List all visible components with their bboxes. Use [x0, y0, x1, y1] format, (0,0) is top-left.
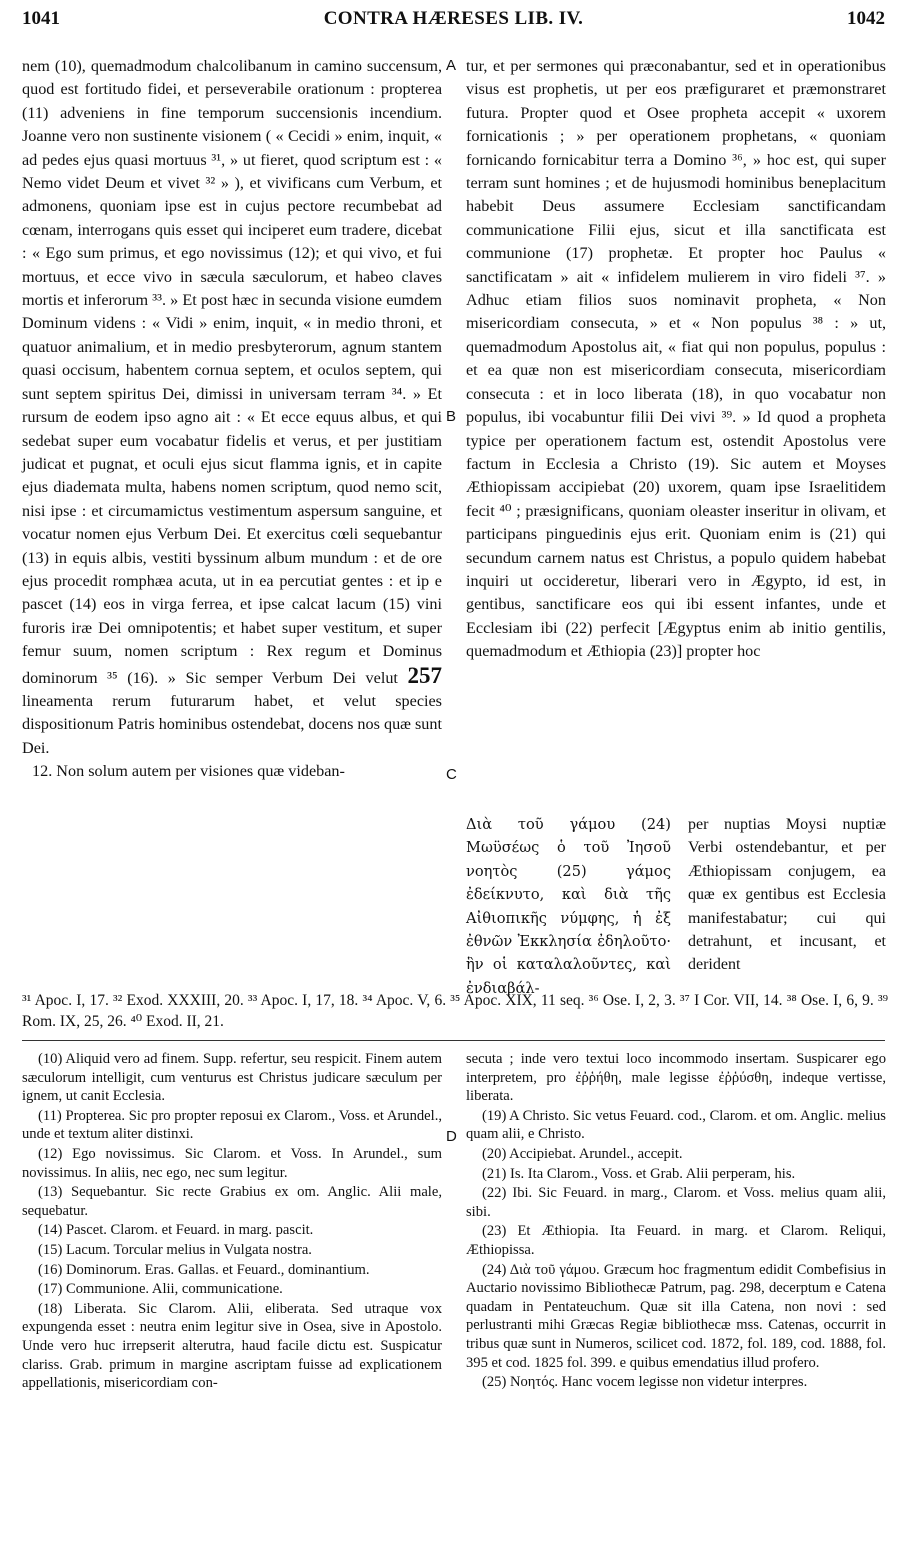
page-number-left: 1041 — [22, 8, 60, 29]
latin-parallel: per nuptias Moysi nuptiæ Verbi ostendebantur, et per Æthiopissam conjugem, ea quæ ex gentibus est Ecclesia manifestabatur; cui qui detrahunt, et incusant, et derident — [688, 816, 886, 974]
footnote: (10) Aliquid vero ad finem. Supp. refertur, seu respicit. Finem autem sæculorum intelligit, cum venturus est Christus judicare sæculum per ignem, ut canit Ecclesia. — [22, 1051, 442, 1105]
column-marker-b: B — [446, 408, 457, 425]
footnote: (13) Sequebantur. Sic recte Grabius ex om. Anglic. Alii male, sequebatur. — [22, 1184, 442, 1219]
footnote: (18) Liberata. Sic Clarom. Alii, eliberata. Sed utraque vox expungenda esset : neutra enim legitur sive in Osea, sive in Apostolo. Unde vero huc irrepserit alterutra, haud facile dictu est. Suspicatur clariss. Grab. primum in margine ascriptam fuisse ad explicationem appellationis, misericordiam con- — [22, 1300, 442, 1392]
paragraph: 12. Non solum autem per visiones quæ videban- — [32, 762, 345, 781]
divider — [22, 1040, 885, 1041]
footnote: (19) A Christo. Sic vetus Feuard. cod., Clarom. et om. Anglic. melius quam alii, e Christo. — [466, 1107, 886, 1143]
paragraph: nem (10), quemadmodum chalcolibanum in camino succensum, quod est fortitudo fidei, et perseverabile orationum : propterea (11) adveniens in fine temporum succensionis incendium. Joanne vero non sustinente visionem ( « Cecidi » enim, inquit, « ad pedes ejus quasi mortuus ³¹, » ut fieret, quod scriptum est : « Nemo videt Deum et vivet ³² » ), et vivificans cum Verbum, et admonens, quoniam ipse est in cujus pectore recumbebat ad cœnam, interrogans quis esset qui inciperet eum tradere, dicebat : « Ego sum primus, et ego novissimus (12); et qui vivo, et fui mortuus, et ecce vivo in sæcula sæculorum, et habeo claves mortis et inferorum ³³. » Et post hæc in secunda visione eumdem Dominum videns : « Vidi » enim, inquit, « in medio throni, et quatuor animalium, et in medio presbyterorum, agnum stantem quasi occisum, habentem cornua septem, et oculos septem, qui sunt septem spiritus Dei, dimissi in universam terram ³⁴. » Et rursum de eodem ipso agno ait : « Et ecce equus albus, et qui sedebat super eum vocabatur fidelis et verus, et per justitiam judicat et pugnat, et oculi ejus sicut flamma ignis, et in capite ejus diademata multa, habens nomen scriptum, quod nemo scit, nisi ipse : et circumamictus vestimentum aspersum sanguine, et vocatur nomen ejus Verbum Dei. Et exercitus cœli sequebantur (13) in equis albis, vestiti byssinum album mundum : et de ore ejus procedit romphæa acuta, ut in ea percutiat gentes : et ip e pascet (14) eos in virga ferrea, et ipse calcat lacum (15) vini furoris iræ Dei omnipotentis; et habet super vestitum, et super femur suum, nomen scriptum : Rex regum et Dominus dominorum ³⁵ (16). » Sic semper Verbum Dei velut 257 lineamenta rerum futurarum habet, et velut species dispositionum Patris hominibus ostendebat, docens nos quæ sunt Dei. — [22, 57, 443, 757]
scripture-references: ³¹ Apoc. I, 17. ³² Exod. XXXIII, 20. ³³ Apoc. I, 17, 18. ³⁴ Apoc. V, 6. ³⁵ Apoc. XIX, 11 seq. ³⁶ Ose. I, 2, 3. ³⁷ I Cor. VII, 14. ³⁸ Ose. I, 6, 9. ³⁹ Rom. IX, 25, 26. ⁴⁰ Exod. II, 21. — [22, 992, 888, 1030]
footnote: (11) Propterea. Sic pro propter reposui ex Clarom., Voss. et Arundel., unde et textum aliter distinxi. — [22, 1107, 442, 1143]
column-marker-a: A — [446, 57, 457, 74]
paragraph: tur, et per sermones qui præconabantur, sed et in operationibus visus est prophetis, ut per eos præfiguraret et præmonstraret futura. Propter quod et Osee propheta accepit « uxorem fornicationis ; » per operationem prophetans, « quoniam fornicando fornicabitur terra a Domino ³⁶, » hoc est, qui super terram sunt homines ; et de hujusmodi hominibus beneplacitum habebit Deus assumere Ecclesiam sanctificandam communicatione Filii ejus, sicut et illa sanctificata est communione (17) prophetæ. Et propter hoc Paulus « sanctificatam » ait « infidelem mulierem in viro fideli ³⁷. » Adhuc etiam filios suos nominavit propheta, « Non misericordiam consecuta, » et « Non populus ³⁸ : » ut, quemadmodum Apostolus ait, « fiat qui non populus, populus : et ea quæ non est misericordiam consecuta, misericordiam consecuta : et in loco liberata (18), in quo vocabatur non populus, ibi vocabuntur filii Dei vivi ³⁹. » Id quod a propheta typice per operationem factum est, ostendit Apostolus vere factum in Ecclesia a Christo (19). Sic autem et Moyses Æthiopissam accipiebat (20) uxorem, quam ipse Israelitidem fecit ⁴⁰ ; præsignificans, quoniam oleaster inseritur in olivam, et participans pinguedinis ejus erit. Quoniam enim is (21) qui secundum carnem natus est Christus, a populo quidem habebat inquiri ut occideretur, liberari vero in Ægypto, id est, in gentibus, sanctificare eos qui ibi essent infantes, unde et Ecclesiam ibi (22) perfecit [Ægyptus enim ab initio gentilis, quemadmodum et Æthiopia (23)] propter hoc — [466, 57, 886, 661]
footnote: (22) Ibi. Sic Feuard. in marg., Clarom. et Voss. melius quam alii, sibi. — [466, 1185, 886, 1220]
main-text-right-column — [466, 55, 886, 664]
footnote: (17) Communione. Alii, communicatione. — [38, 1281, 283, 1298]
footnote: (14) Pascet. Clarom. et Feuard. in marg. pascit. — [38, 1222, 314, 1239]
footnote: (23) Et Æthiopia. Ita Feuard. in marg. et Clarom. Reliqui, Æthiopissa. — [466, 1223, 886, 1258]
footnotes-left-column — [22, 1050, 442, 1394]
footnote: (16) Dominorum. Eras. Gallas. et Feuard., dominantium. — [38, 1261, 370, 1278]
column-marker-d: D — [446, 1128, 457, 1145]
page-number-right: 1042 — [847, 8, 885, 29]
column-number: 257 — [407, 662, 443, 688]
footnote: secuta ; inde vero textui loco incommodo insertam. Suspicarer ego interpretem, pro ἐῤῥήθη, male legisse ἐῤῥύσθη, indeque vertisse, liberata. — [466, 1051, 886, 1105]
greek-fragment: Διὰ τοῦ γάμου (24) Μωϋσέως ὁ τοῦ Ἰησοῦ νοητὸς (25) γάμος ἐδείκνυτο, καὶ διὰ τῆς Αἰθιοπικῆς νύμφης, ἡ ἐξ ἐθνῶν Ἐκκλησία ἐδηλοῦτο· ἣν οἱ καταλαλοῦντες, καὶ ἐνδιαβάλ- — [466, 816, 671, 997]
footnotes-right-column — [466, 1050, 886, 1393]
column-marker-c: C — [446, 766, 457, 783]
footnote: (24) Διὰ τοῦ γάμου. Græcum hoc fragmentum edidit Combefisius in Auctario novissimo Bibliothecæ Patrum, pag. 298, decerptum e Catena quadam in Pentateuchum. Quæ sit illa Catena, non novi : sed perlustranti mihi Græcas Regiæ bibliothecæ mss. Catenas, occurrit in tribus quæ sunt in Numeros, scilicet cod. 1872, fol. 189, cod. 1888, fol. 395 et cod. 1825 fol. 399. e quibus emendatius illud profero. — [466, 1261, 886, 1371]
running-title: CONTRA HÆRESES LIB. IV. — [323, 8, 584, 29]
main-text-left-column — [22, 55, 442, 784]
footnote: (21) Is. Ita Clarom., Voss. et Grab. Alii perperam, his. — [482, 1165, 796, 1182]
footnote: (15) Lacum. Torcular melius in Vulgata nostra. — [38, 1241, 312, 1258]
footnote: (12) Ego novissimus. Sic Clarom. et Voss. In Arundel., sum novissimus. In aliis, nec ego, nec sum legitur. — [22, 1145, 442, 1181]
footnote: (20) Accipiebat. Arundel., accepit. — [482, 1145, 683, 1162]
footnote: (25) Νοητός. Hanc vocem legisse non videtur interpres. — [482, 1374, 808, 1391]
page-header — [22, 8, 885, 38]
